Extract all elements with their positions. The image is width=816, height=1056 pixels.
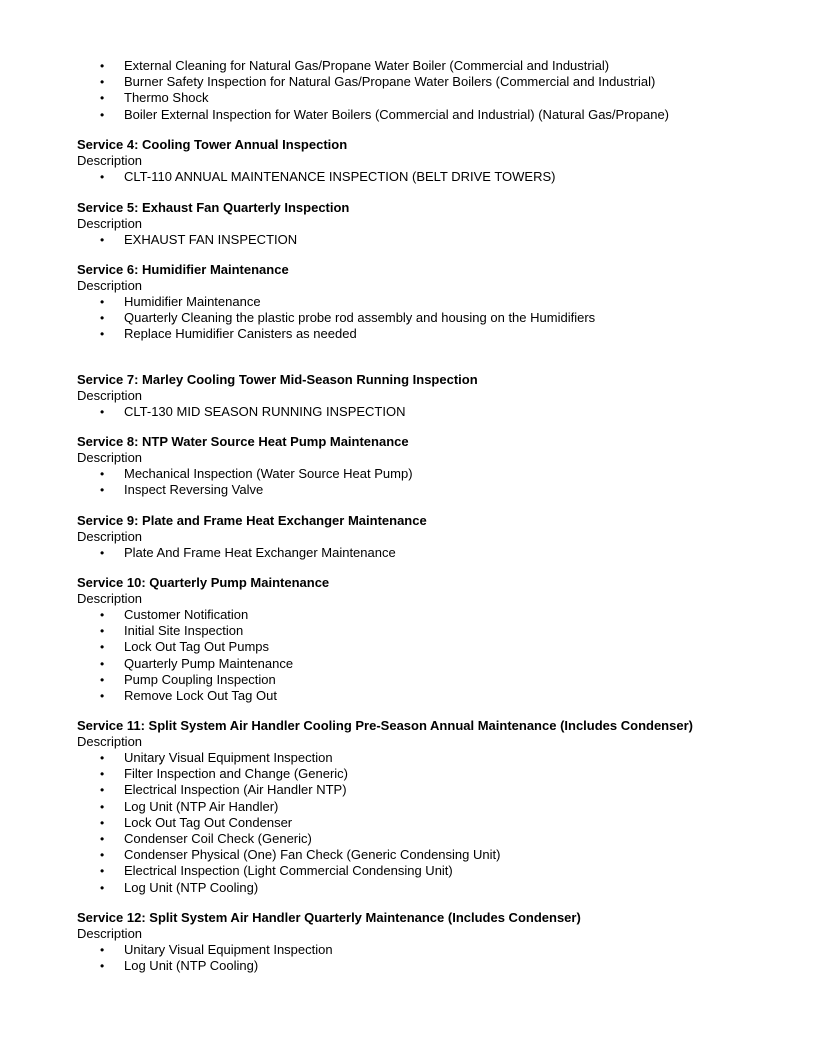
bullet-icon: • bbox=[100, 295, 105, 309]
list-item: • Humidifier Maintenance bbox=[100, 294, 261, 309]
description-label: Description bbox=[77, 734, 143, 749]
bullet-icon: • bbox=[100, 233, 105, 247]
bullet-icon: • bbox=[100, 672, 105, 687]
list-item: • EXHAUST FAN INSPECTION bbox=[100, 232, 298, 247]
bullet-icon: • bbox=[100, 767, 105, 782]
list-item: • Replace Humidifier Canisters as needed bbox=[100, 326, 357, 342]
list-item: • Burner Safety Inspection for Natural Gas/Propane Water Boilers (Commercial and Industrial) bbox=[100, 74, 656, 90]
list-item: • Pump Coupling Inspection bbox=[100, 671, 276, 687]
service-section bbox=[77, 200, 777, 248]
list-item: • Condenser Physical (One) Fan Check (Generic Condensing Unit) bbox=[100, 847, 501, 863]
list-item: • Remove Lock Out Tag Out bbox=[100, 687, 277, 703]
service-section bbox=[77, 718, 777, 896]
bullet-icon: • bbox=[100, 751, 105, 765]
bullet-icon: • bbox=[100, 688, 105, 703]
service-item-list bbox=[77, 466, 777, 498]
bullet-icon: • bbox=[100, 546, 105, 560]
bullet-icon: • bbox=[100, 467, 105, 481]
service-section bbox=[77, 910, 777, 974]
intro-section bbox=[77, 58, 777, 123]
service-title: Service 10: Quarterly Pump Maintenance bbox=[77, 575, 330, 590]
bullet-icon: • bbox=[100, 483, 105, 498]
list-item: • Log Unit (NTP Cooling) bbox=[100, 958, 259, 974]
description-label: Description bbox=[77, 450, 143, 465]
service-title: Service 11: Split System Air Handler Cooling Pre-Season Annual Maintenance (Includes Condenser) bbox=[77, 718, 693, 733]
service-item-list bbox=[77, 545, 777, 561]
list-item: • Quarterly Cleaning the plastic probe rod assembly and housing on the Humidifiers bbox=[100, 310, 596, 326]
service-section bbox=[77, 434, 777, 498]
description-label: Description bbox=[77, 278, 143, 293]
service-title: Service 5: Exhaust Fan Quarterly Inspection bbox=[77, 200, 350, 215]
list-item: • CLT-130 MID SEASON RUNNING INSPECTION bbox=[100, 404, 406, 419]
list-item: • Quarterly Pump Maintenance bbox=[100, 655, 294, 671]
list-item: • External Cleaning for Natural Gas/Propane Water Boiler (Commercial and Industrial) bbox=[100, 58, 610, 73]
bullet-icon: • bbox=[100, 405, 105, 419]
service-title: Service 8: NTP Water Source Heat Pump Maintenance bbox=[77, 434, 409, 449]
service-item-list bbox=[77, 942, 777, 974]
service-item-list bbox=[77, 294, 777, 343]
service-section bbox=[77, 513, 777, 561]
list-item: • Filter Inspection and Change (Generic) bbox=[100, 766, 349, 782]
description-label: Description bbox=[77, 216, 143, 231]
service-section bbox=[77, 262, 777, 343]
list-item: • Boiler External Inspection for Water Boilers (Commercial and Industrial) (Natural Gas/Propane) bbox=[100, 106, 670, 122]
list-item: • Electrical Inspection (Air Handler NTP) bbox=[100, 782, 347, 798]
list-item: • Customer Notification bbox=[100, 607, 249, 622]
bullet-icon: • bbox=[100, 311, 105, 326]
bullet-icon: • bbox=[100, 75, 105, 90]
list-item: • Plate And Frame Heat Exchanger Maintenance bbox=[100, 545, 396, 560]
list-item: • Initial Site Inspection bbox=[100, 623, 244, 639]
service-title: Service 4: Cooling Tower Annual Inspection bbox=[77, 137, 348, 152]
service-item-list bbox=[77, 232, 777, 248]
service-section bbox=[77, 575, 777, 704]
bullet-icon: • bbox=[100, 799, 105, 814]
bullet-icon: • bbox=[100, 815, 105, 830]
bullet-icon: • bbox=[100, 959, 105, 974]
list-item: • Inspect Reversing Valve bbox=[100, 482, 264, 498]
list-item: • Condenser Coil Check (Generic) bbox=[100, 830, 312, 846]
bullet-icon: • bbox=[100, 608, 105, 622]
bullet-icon: • bbox=[100, 59, 105, 73]
service-title: Service 7: Marley Cooling Tower Mid-Season Running Inspection bbox=[77, 372, 478, 387]
service-section bbox=[77, 137, 777, 185]
bullet-icon: • bbox=[100, 624, 105, 639]
list-item: • Mechanical Inspection (Water Source Heat Pump) bbox=[100, 466, 413, 481]
bullet-icon: • bbox=[100, 91, 105, 106]
service-section bbox=[77, 372, 777, 420]
description-label: Description bbox=[77, 388, 143, 403]
service-item-list bbox=[77, 750, 777, 896]
service-item-list bbox=[77, 169, 777, 185]
list-item: • Lock Out Tag Out Pumps bbox=[100, 639, 269, 655]
list-item: • Log Unit (NTP Cooling) bbox=[100, 879, 259, 895]
bullet-icon: • bbox=[100, 107, 105, 122]
service-title: Service 12: Split System Air Handler Quarterly Maintenance (Includes Condenser) bbox=[77, 910, 581, 925]
service-title: Service 6: Humidifier Maintenance bbox=[77, 262, 289, 277]
description-label: Description bbox=[77, 591, 143, 606]
list-item: • Unitary Visual Equipment Inspection bbox=[100, 942, 333, 957]
bullet-icon: • bbox=[100, 640, 105, 655]
list-item: • Electrical Inspection (Light Commercial Condensing Unit) bbox=[100, 863, 453, 879]
list-item: • Unitary Visual Equipment Inspection bbox=[100, 750, 333, 765]
service-title: Service 9: Plate and Frame Heat Exchanger Maintenance bbox=[77, 513, 427, 528]
bullet-icon: • bbox=[100, 327, 105, 342]
service-item-list bbox=[77, 607, 777, 704]
bullet-icon: • bbox=[100, 864, 105, 879]
list-item: • Log Unit (NTP Air Handler) bbox=[100, 798, 279, 814]
bullet-icon: • bbox=[100, 848, 105, 863]
bullet-icon: • bbox=[100, 170, 105, 184]
description-label: Description bbox=[77, 926, 143, 941]
list-item: • Thermo Shock bbox=[100, 90, 209, 106]
service-item-list bbox=[77, 404, 777, 420]
bullet-icon: • bbox=[100, 783, 105, 798]
list-item: • CLT-110 ANNUAL MAINTENANCE INSPECTION (BELT DRIVE TOWERS) bbox=[100, 169, 556, 184]
bullet-icon: • bbox=[100, 831, 105, 846]
intro-list bbox=[77, 58, 777, 123]
bullet-icon: • bbox=[100, 943, 105, 957]
description-label: Description bbox=[77, 153, 143, 168]
bullet-icon: • bbox=[100, 880, 105, 895]
description-label: Description bbox=[77, 529, 143, 544]
list-item: • Lock Out Tag Out Condenser bbox=[100, 814, 293, 830]
bullet-icon: • bbox=[100, 656, 105, 671]
